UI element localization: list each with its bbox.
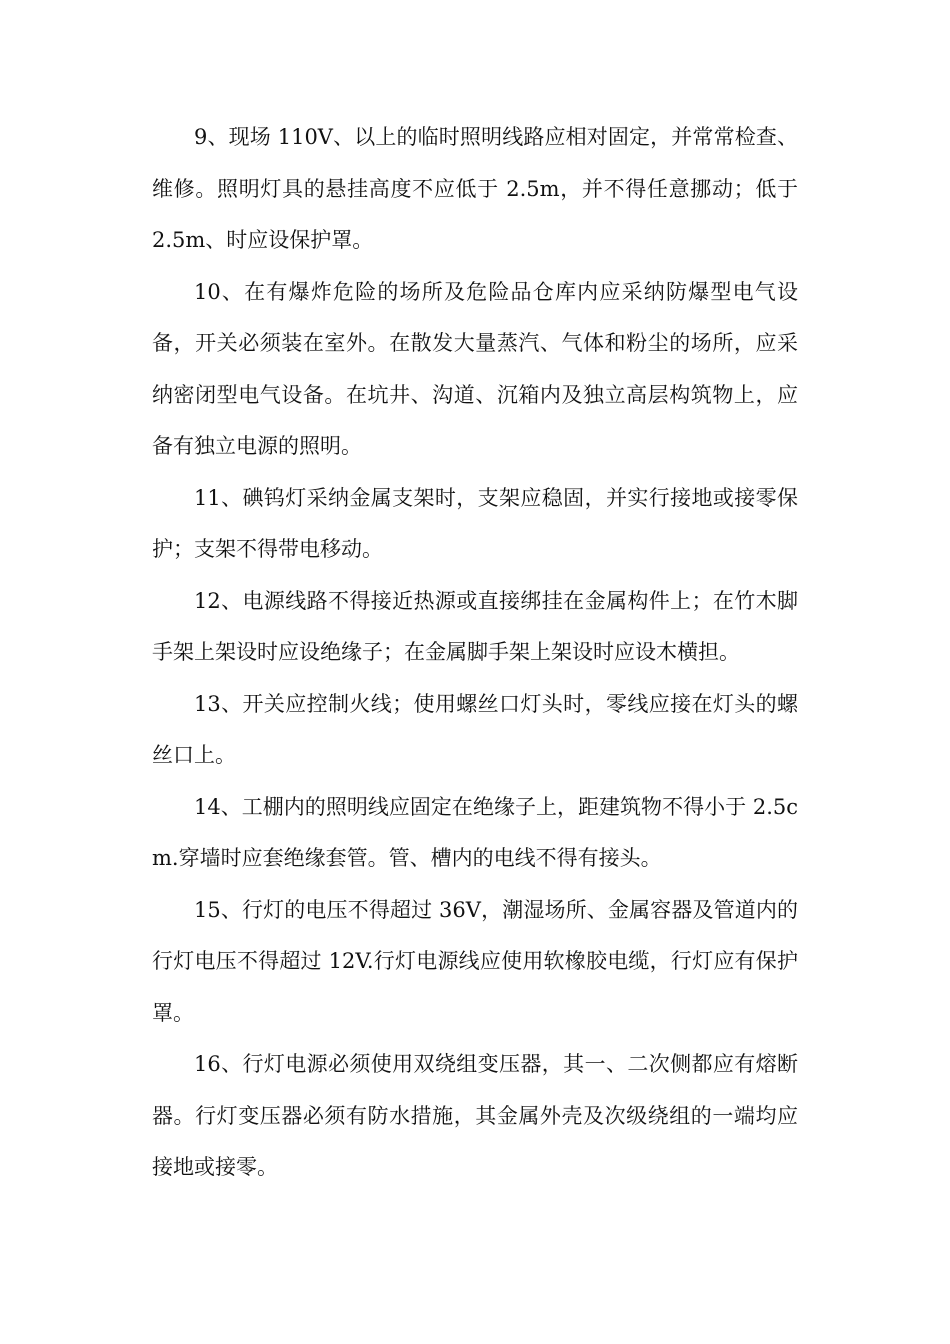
document-body [152, 112, 798, 1194]
paragraph-item-15: 15、行灯的电压不得超过 36V，潮湿场所、金属容器及管道内的行灯电压不得超过 12V.行灯电源线应使用软橡胶电缆，行灯应有保护罩。 [152, 897, 798, 1025]
paragraph-item-13: 13、开关应控制火线；使用螺丝口灯头时，零线应接在灯头的螺丝口上。 [152, 691, 798, 767]
paragraph-item-14: 14、工棚内的照明线应固定在绝缘子上，距建筑物不得小于 2.5cm.穿墙时应套绝缘套管。管、槽内的电线不得有接头。 [152, 794, 798, 870]
paragraph-item-10: 10、在有爆炸危险的场所及危险品仓库内应采纳防爆型电气设备，开关必须装在室外。在散发大量蒸汽、气体和粉尘的场所，应采纳密闭型电气设备。在坑井、沟道、沉箱内及独立高层构筑物上，应备有独立电源的照明。 [152, 279, 798, 458]
paragraph-item-9: 9、现场 110V、以上的临时照明线路应相对固定，并常常检查、维修。照明灯具的悬挂高度不应低于 2.5m，并不得任意挪动；低于 2.5m、时应设保护罩。 [152, 125, 798, 252]
paragraph-item-12: 12、电源线路不得接近热源或直接绑挂在金属构件上；在竹木脚手架上架设时应设绝缘子；在金属脚手架上架设时应设木横担。 [152, 588, 798, 664]
paragraph-item-16: 16、行灯电源必须使用双绕组变压器，其一、二次侧都应有熔断器。行灯变压器必须有防水措施，其金属外壳及次级绕组的一端均应接地或接零。 [152, 1052, 798, 1179]
paragraph-item-11: 11、碘钨灯采纳金属支架时，支架应稳固，并实行接地或接零保护；支架不得带电移动。 [152, 485, 798, 561]
